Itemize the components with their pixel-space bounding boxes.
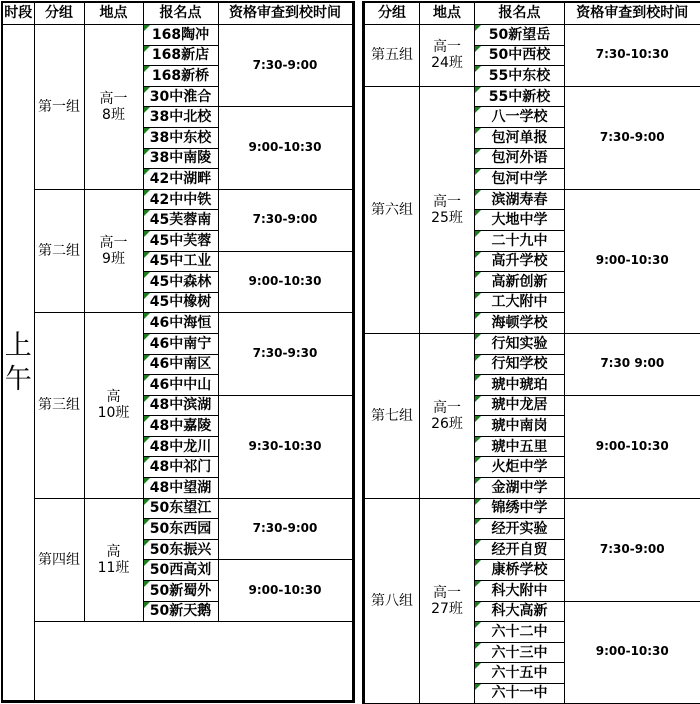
column-header-site[interactable]: 报名点 — [475, 2, 565, 25]
time-cell[interactable]: 9:00-10:30 — [565, 189, 700, 333]
site-name: 包河中学 — [491, 170, 548, 187]
site-cell[interactable] — [143, 189, 218, 210]
site-cell[interactable] — [475, 86, 565, 107]
cell-flag-icon — [475, 540, 481, 546]
table-header-right — [364, 2, 700, 25]
cell-flag-icon — [475, 457, 481, 463]
location-cell[interactable] — [420, 498, 475, 704]
cell-flag-icon — [475, 643, 481, 649]
group-cell[interactable]: 第一组 — [34, 25, 84, 190]
site-cell[interactable] — [475, 478, 565, 499]
group-cell[interactable]: 第八组 — [364, 498, 420, 704]
cell-flag-icon — [475, 684, 481, 690]
location-line: 高 — [106, 389, 121, 406]
cell-flag-icon — [475, 622, 481, 628]
group-cell[interactable]: 第六组 — [364, 86, 420, 333]
location-line: 10班 — [97, 405, 130, 422]
cell-flag-icon — [475, 355, 481, 361]
time-cell[interactable]: 9:00-10:30 — [218, 107, 353, 189]
site-cell[interactable] — [143, 210, 218, 231]
site-cell[interactable] — [143, 292, 218, 313]
site-name: 琥中五里 — [491, 438, 548, 455]
cell-flag-icon — [475, 46, 481, 52]
cell-flag-icon — [144, 252, 150, 258]
site-cell[interactable] — [475, 148, 565, 169]
site-cell[interactable] — [475, 230, 565, 251]
site-name: 46中中山 — [149, 376, 212, 393]
site-name: 55中新校 — [488, 88, 551, 105]
location-line: 8班 — [102, 106, 125, 123]
location-line: 高一 — [99, 90, 128, 107]
cell-flag-icon — [144, 375, 150, 381]
site-name: 经开实验 — [491, 521, 548, 537]
cell-flag-icon — [475, 499, 481, 505]
cell-flag-icon — [475, 519, 481, 525]
column-header-period[interactable]: 时段 — [2, 2, 34, 25]
site-name: 50东西园 — [149, 521, 212, 537]
site-cell[interactable] — [143, 107, 218, 128]
site-cell[interactable] — [475, 251, 565, 272]
location-cell[interactable] — [420, 86, 475, 333]
time-cell[interactable]: 7:30-9:30 — [218, 313, 353, 395]
cell-flag-icon — [144, 87, 150, 93]
cell-flag-icon — [144, 272, 150, 278]
site-name: 大地中学 — [491, 212, 548, 229]
site-cell[interactable] — [475, 601, 565, 622]
site-cell[interactable] — [143, 251, 218, 272]
site-cell[interactable] — [475, 107, 565, 128]
site-name: 45中森林 — [149, 273, 212, 290]
time-cell[interactable]: 9:00-10:30 — [565, 395, 700, 498]
location-line: 高一 — [99, 234, 128, 251]
cell-flag-icon — [144, 25, 150, 31]
site-name: 55中东校 — [488, 67, 551, 84]
location-line: 高 — [106, 543, 121, 560]
cell-flag-icon — [144, 416, 150, 422]
site-cell[interactable] — [143, 25, 218, 46]
cell-flag-icon — [475, 272, 481, 278]
cell-flag-icon — [144, 149, 150, 155]
site-cell[interactable] — [475, 313, 565, 334]
site-cell[interactable] — [143, 354, 218, 375]
cell-flag-icon — [475, 602, 481, 608]
site-name: 38中北校 — [149, 109, 212, 126]
location-line: 高一 — [433, 584, 461, 601]
time-cell[interactable]: 9:00-10:30 — [218, 560, 353, 622]
site-cell[interactable] — [475, 189, 565, 210]
period-char: 上 — [4, 329, 32, 361]
cell-flag-icon — [475, 252, 481, 258]
site-name: 42中中铁 — [149, 191, 212, 208]
site-name: 46中海恒 — [149, 315, 212, 332]
site-name: 45中橡树 — [149, 294, 212, 311]
cell-flag-icon — [144, 46, 150, 52]
cell-flag-icon — [475, 560, 481, 566]
cell-flag-icon — [144, 457, 150, 463]
site-name: 琥中琥珀 — [491, 376, 548, 393]
site-name: 45芙蓉南 — [149, 212, 212, 229]
site-cell[interactable] — [143, 86, 218, 107]
column-header-group[interactable]: 分组 — [364, 2, 420, 25]
cell-flag-icon — [475, 416, 481, 422]
site-name: 48中望湖 — [149, 479, 212, 496]
cell-flag-icon — [144, 107, 150, 113]
site-cell[interactable] — [475, 498, 565, 519]
cell-flag-icon — [144, 437, 150, 443]
cell-flag-icon — [144, 231, 150, 237]
location-line: 9班 — [102, 251, 125, 268]
site-cell[interactable] — [475, 560, 565, 581]
site-cell[interactable] — [143, 272, 218, 293]
cell-flag-icon — [144, 190, 150, 196]
site-name: 包河外语 — [491, 150, 548, 167]
site-cell[interactable] — [143, 478, 218, 499]
cell-flag-icon — [144, 540, 150, 546]
site-name: 48中嘉陵 — [149, 418, 212, 435]
cell-flag-icon — [144, 602, 150, 608]
location-line: 高一 — [433, 39, 461, 56]
time-cell[interactable]: 7:30-9:00 — [218, 189, 353, 251]
site-cell[interactable] — [143, 539, 218, 560]
time-cell[interactable]: 7:30-9:00 — [565, 86, 700, 189]
schedule-table-left — [1, 1, 355, 703]
site-cell[interactable] — [475, 622, 565, 643]
column-header-location[interactable]: 地点 — [84, 2, 143, 25]
site-cell[interactable] — [475, 127, 565, 148]
site-cell[interactable] — [143, 560, 218, 581]
site-cell[interactable] — [143, 601, 218, 622]
site-cell[interactable] — [143, 127, 218, 148]
time-cell[interactable]: 7:30-9:00 — [565, 498, 700, 601]
group-cell[interactable]: 第四组 — [34, 498, 84, 622]
site-name: 42中湖畔 — [149, 170, 212, 187]
location-cell[interactable] — [420, 333, 475, 498]
location-line: 11班 — [97, 559, 130, 576]
location-line: 高一 — [433, 193, 461, 210]
site-cell[interactable] — [475, 272, 565, 293]
group-cell[interactable]: 第五组 — [364, 25, 420, 87]
site-name: 50新蜀外 — [149, 582, 212, 599]
site-name: 48中祁门 — [149, 459, 212, 476]
cell-flag-icon — [475, 107, 481, 113]
site-name: 50新望岳 — [488, 26, 551, 43]
site-name: 工大附中 — [491, 294, 548, 311]
cell-flag-icon — [144, 581, 150, 587]
site-name: 包河单报 — [491, 129, 548, 146]
site-name: 六十五中 — [491, 665, 548, 682]
group-cell[interactable]: 第三组 — [34, 313, 84, 498]
period-char: 午 — [4, 363, 32, 395]
site-cell[interactable] — [143, 498, 218, 519]
location-line: 24班 — [431, 55, 463, 72]
column-header-group[interactable]: 分组 — [34, 2, 84, 25]
schedule-table-right — [362, 1, 700, 704]
site-cell[interactable] — [143, 457, 218, 478]
site-cell[interactable] — [475, 642, 565, 663]
site-name: 滨湖寿春 — [491, 191, 548, 208]
location-cell[interactable] — [420, 25, 475, 87]
site-cell[interactable] — [475, 354, 565, 375]
site-name: 行知实验 — [491, 335, 548, 352]
site-cell[interactable] — [143, 375, 218, 396]
cell-flag-icon — [144, 396, 150, 402]
location-line: 26班 — [431, 415, 463, 432]
cell-flag-icon — [475, 293, 481, 299]
cell-flag-icon — [144, 313, 150, 319]
site-cell[interactable] — [475, 292, 565, 313]
cell-flag-icon — [144, 66, 150, 72]
column-header-time[interactable]: 资格审查到校时间 — [565, 2, 700, 25]
site-cell[interactable] — [143, 436, 218, 457]
site-cell[interactable] — [143, 45, 218, 66]
site-name: 50西高刘 — [149, 562, 212, 579]
site-name: 高新创新 — [491, 273, 548, 290]
site-name: 38中东校 — [149, 129, 212, 146]
site-name: 50东望江 — [149, 500, 212, 517]
site-name: 168新店 — [151, 47, 210, 64]
group-cell[interactable]: 第二组 — [34, 189, 84, 313]
cell-flag-icon — [475, 478, 481, 484]
cell-flag-icon — [475, 87, 481, 93]
cell-flag-icon — [475, 231, 481, 237]
site-name: 八一学校 — [491, 109, 548, 126]
location-line: 高一 — [433, 399, 461, 416]
cell-flag-icon — [475, 396, 481, 402]
site-name: 行知学校 — [491, 356, 548, 373]
site-name: 琥中南岗 — [491, 418, 548, 435]
cell-flag-icon — [144, 519, 150, 525]
table-header-left — [2, 2, 353, 25]
site-cell[interactable] — [143, 230, 218, 251]
cell-flag-icon — [144, 499, 150, 505]
cell-flag-icon — [144, 478, 150, 484]
site-name: 30中淮合 — [149, 88, 212, 105]
site-cell[interactable] — [475, 375, 565, 396]
site-name: 康桥学校 — [491, 562, 548, 579]
cell-flag-icon — [144, 210, 150, 216]
cell-flag-icon — [475, 128, 481, 134]
site-cell[interactable] — [475, 45, 565, 66]
cell-flag-icon — [144, 169, 150, 175]
cell-flag-icon — [475, 190, 481, 196]
cell-flag-icon — [144, 128, 150, 134]
site-cell[interactable] — [143, 148, 218, 169]
location-cell[interactable] — [84, 498, 143, 622]
site-cell[interactable] — [475, 663, 565, 684]
site-cell[interactable] — [143, 416, 218, 437]
time-cell[interactable]: 7:30-9:00 — [218, 498, 353, 560]
cell-flag-icon — [475, 581, 481, 587]
site-name: 45中芙蓉 — [149, 232, 212, 249]
site-name: 46中南宁 — [149, 335, 212, 352]
site-name: 金湖中学 — [491, 479, 548, 496]
site-name: 二十九中 — [491, 232, 548, 249]
site-cell[interactable] — [475, 436, 565, 457]
site-name: 168新桥 — [151, 67, 210, 84]
site-name: 火炬中学 — [491, 459, 548, 476]
cell-flag-icon — [144, 334, 150, 340]
site-name: 45中工业 — [149, 253, 212, 270]
site-cell[interactable] — [475, 581, 565, 602]
period-cell[interactable] — [2, 25, 34, 702]
site-name: 48中滨湖 — [149, 397, 212, 414]
site-name: 琥中龙居 — [491, 397, 548, 414]
site-cell[interactable] — [475, 519, 565, 540]
site-name: 38中南陵 — [149, 150, 212, 167]
cell-flag-icon — [475, 169, 481, 175]
time-cell[interactable]: 7:30 9:00 — [565, 333, 700, 395]
site-name: 48中龙川 — [149, 438, 212, 455]
location-cell[interactable] — [84, 313, 143, 498]
site-cell[interactable] — [475, 539, 565, 560]
site-name: 六十三中 — [491, 644, 548, 661]
site-name: 50中西校 — [488, 47, 551, 64]
time-cell[interactable]: 7:30-10:30 — [565, 25, 700, 87]
time-cell[interactable]: 9:00-10:30 — [218, 251, 353, 313]
location-line: 27班 — [431, 600, 463, 617]
cell-flag-icon — [475, 334, 481, 340]
location-cell[interactable] — [84, 189, 143, 313]
site-cell[interactable] — [475, 210, 565, 231]
site-cell[interactable] — [143, 169, 218, 190]
column-header-site[interactable]: 报名点 — [143, 2, 218, 25]
cell-flag-icon — [144, 293, 150, 299]
empty-merged-cell[interactable] — [34, 622, 353, 702]
site-cell[interactable] — [475, 169, 565, 190]
site-cell[interactable] — [143, 519, 218, 540]
time-cell[interactable]: 9:00-10:30 — [565, 601, 700, 704]
time-cell[interactable]: 7:30-9:00 — [218, 25, 353, 107]
location-cell[interactable] — [84, 25, 143, 190]
site-name: 六十二中 — [491, 623, 548, 640]
cell-flag-icon — [475, 375, 481, 381]
site-name: 46中南区 — [149, 356, 212, 373]
site-name: 50新天鹅 — [149, 603, 212, 620]
site-cell[interactable] — [143, 581, 218, 602]
column-header-time[interactable]: 资格审查到校时间 — [218, 2, 353, 25]
site-cell[interactable] — [475, 333, 565, 354]
site-cell[interactable] — [475, 416, 565, 437]
cell-flag-icon — [475, 66, 481, 72]
site-name: 科大高新 — [491, 603, 548, 620]
site-cell[interactable] — [143, 313, 218, 334]
cell-flag-icon — [475, 149, 481, 155]
site-name: 168陶冲 — [151, 26, 210, 43]
site-cell[interactable] — [143, 66, 218, 87]
site-cell[interactable] — [143, 333, 218, 354]
site-name: 高升学校 — [491, 253, 548, 270]
cell-flag-icon — [475, 663, 481, 669]
site-cell[interactable] — [475, 66, 565, 87]
time-cell[interactable]: 9:30-10:30 — [218, 395, 353, 498]
site-name: 经开自贸 — [491, 541, 548, 558]
location-line: 25班 — [431, 209, 463, 226]
column-header-location[interactable]: 地点 — [420, 2, 475, 25]
cell-flag-icon — [475, 437, 481, 443]
site-name: 六十一中 — [491, 685, 548, 702]
site-cell[interactable] — [475, 25, 565, 46]
cell-flag-icon — [475, 25, 481, 31]
group-cell[interactable]: 第七组 — [364, 333, 420, 498]
site-name: 海顿学校 — [491, 315, 548, 332]
site-cell[interactable] — [475, 395, 565, 416]
site-name: 科大附中 — [491, 582, 548, 599]
cell-flag-icon — [475, 313, 481, 319]
site-cell[interactable] — [475, 457, 565, 478]
site-name: 50东振兴 — [149, 541, 212, 558]
site-name: 锦绣中学 — [491, 500, 548, 517]
cell-flag-icon — [475, 210, 481, 216]
cell-flag-icon — [144, 560, 150, 566]
site-cell[interactable] — [475, 684, 565, 704]
site-cell[interactable] — [143, 395, 218, 416]
cell-flag-icon — [144, 355, 150, 361]
